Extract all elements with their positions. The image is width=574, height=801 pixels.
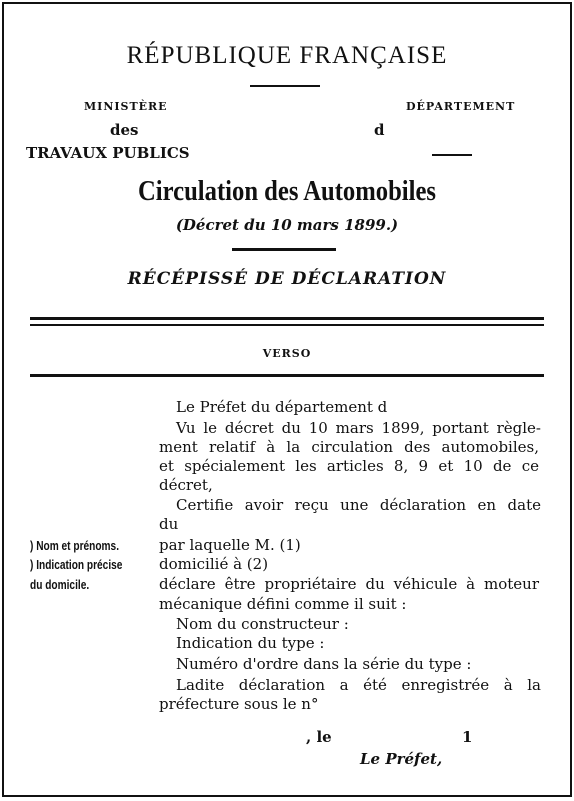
double-rule-bottom — [30, 324, 544, 326]
departement-label: DÉPARTEMENT — [406, 100, 516, 113]
body-line: du — [159, 515, 179, 533]
body-line: Certifie avoir reçu une déclaration en date — [176, 496, 541, 514]
declaration-form — [2, 2, 572, 797]
republic-heading: RÉPUBLIQUE FRANÇAISE — [126, 42, 448, 69]
prefet-signature: Le Préfet, — [360, 750, 443, 768]
d-label: d — [374, 121, 385, 139]
body-line: et spécialement les articles 8, 9 et 10 de ce — [159, 457, 539, 475]
recepisse-heading: RÉCÉPISSÉ DE DÉCLARATION — [127, 269, 447, 289]
side-note: ) Nom et prénoms. — [30, 538, 120, 553]
body-line: décret, — [159, 476, 213, 494]
body-line: domicilié à (2) — [159, 555, 269, 573]
divider-under-verso — [30, 374, 544, 377]
travaux-publics-label: TRAVAUX PUBLICS — [26, 144, 190, 162]
side-note: ) Indication précise — [30, 557, 123, 572]
body-line: Nom du constructeur : — [176, 615, 349, 633]
body-line: mécanique défini comme il suit : — [159, 595, 407, 613]
body-line: Ladite déclaration a été enregistrée à la — [176, 676, 541, 694]
body-line: par laquelle M. (1) — [159, 536, 301, 554]
ministere-label: MINISTÈRE — [84, 100, 168, 113]
body-line: Le Préfet du département d — [176, 398, 388, 416]
date-le: , le — [306, 728, 332, 746]
body-line: ment relatif à la circulation des automobiles, — [159, 438, 539, 456]
body-line: Indication du type : — [176, 634, 325, 652]
year-marker: 1 — [462, 728, 473, 746]
body-line: Numéro d'ordre dans la série du type : — [176, 655, 472, 673]
divider-top — [250, 85, 320, 87]
body-line: préfecture sous le n° — [159, 695, 319, 713]
side-note: du domicile. — [30, 577, 90, 592]
body-line: Vu le décret du 10 mars 1899, portant règle- — [176, 419, 541, 437]
departement-blank-line — [432, 154, 472, 156]
form-title: Circulation des Automobiles — [138, 176, 436, 207]
divider-under-decree — [232, 248, 336, 251]
decree-reference: (Décret du 10 mars 1899.) — [175, 216, 399, 234]
body-line: déclare être propriétaire du véhicule à moteur — [159, 575, 539, 593]
verso-heading: VERSO — [262, 347, 312, 360]
des-label: des — [110, 121, 139, 139]
double-rule-top — [30, 317, 544, 320]
